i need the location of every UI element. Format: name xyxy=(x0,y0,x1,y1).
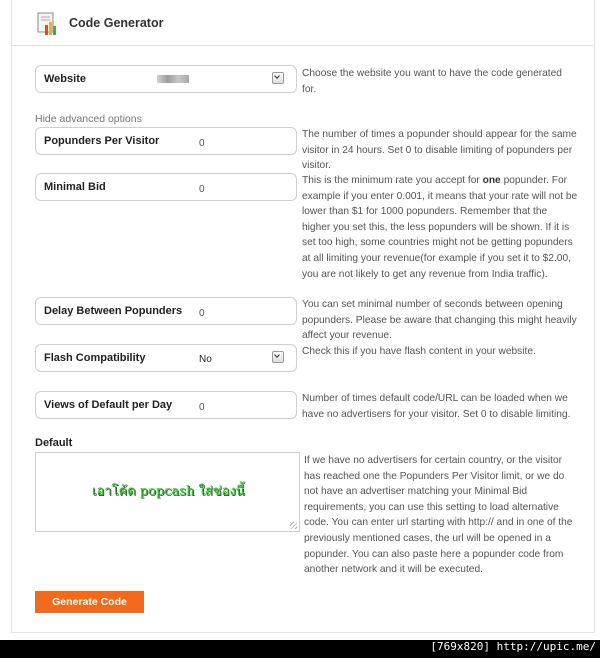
page-title: Code Generator xyxy=(69,16,164,30)
header-divider xyxy=(11,45,593,46)
delay-between-popunders-value: 0 xyxy=(199,308,205,319)
minimal-bid-label: Minimal Bid xyxy=(44,181,106,193)
views-of-default-per-day-label: Views of Default per Day xyxy=(44,399,173,411)
chevron-down-icon[interactable] xyxy=(272,351,284,363)
image-host-watermark: [769x820] http://upic.me/ xyxy=(430,640,596,653)
minimal-bid-field[interactable] xyxy=(35,173,297,201)
minimal-bid-value: 0 xyxy=(199,184,205,195)
delay-between-popunders-field[interactable] xyxy=(35,297,297,325)
website-label: Website xyxy=(44,73,86,85)
default-label: Default xyxy=(35,437,73,449)
flash-compatibility-value: No xyxy=(199,354,212,365)
flash-compatibility-select[interactable] xyxy=(35,344,297,372)
chevron-down-icon[interactable] xyxy=(272,72,284,84)
popunders-per-visitor-label: Popunders Per Visitor xyxy=(44,135,160,147)
popunders-per-visitor-help: The number of times a popunder should appear for the same visitor in 24 hours. Set 0 to disable limiting of popunders per visitor. xyxy=(302,129,577,172)
website-value-masked xyxy=(157,75,189,83)
popunders-per-visitor-field[interactable] xyxy=(35,127,297,155)
hide-advanced-options-link[interactable]: Hide advanced options xyxy=(35,113,142,125)
default-help: If we have no advertisers for certain country, or the visitor has reached one the Popunders Per Visitor limit, or we do not have an advertiser matching your Minimal Bid requirements, you can use this setting to load alternative code. You can enter url starting with http:// and in one of the previously mentioned cases, the url will be opened in a popunder. You can also paste here a popunder code from another network and it will be executed. xyxy=(304,455,573,576)
website-select[interactable] xyxy=(35,65,297,93)
generate-code-button[interactable]: Generate Code xyxy=(35,591,144,613)
delay-between-popunders-help: You can set minimal number of seconds between opening popunders. Please be aware that changing this might heavily affect your revenue. xyxy=(302,299,577,342)
flash-compatibility-label: Flash Compatibility xyxy=(44,352,146,364)
annotation-overlay-text: เอาโค้ด popcash ใส่ช่องนี้ xyxy=(92,484,245,499)
resize-grip-icon[interactable] xyxy=(290,522,297,529)
flash-compatibility-help: Check this if you have flash content in your website. xyxy=(302,346,536,357)
views-of-default-per-day-value: 0 xyxy=(199,402,205,413)
document-chart-icon xyxy=(37,12,59,36)
minimal-bid-help: This is the minimum rate you accept for one popunder. For example if you enter 0.001, it means that your rate will not be lower than $1 for 1000 popunders. Remember that the higher you set this, the less popunders will be shown. If it is set too high, some countries might not be getting popunders at all limiting your revenue(for example if you set it to $2.00, you are not likely to get any revenue from India traffic). xyxy=(302,175,578,280)
website-help: Choose the website you want to have the code generated for. xyxy=(302,68,562,95)
popunders-per-visitor-value: 0 xyxy=(199,138,205,149)
delay-between-popunders-label: Delay Between Popunders xyxy=(44,305,183,317)
views-of-default-per-day-field[interactable] xyxy=(35,391,297,419)
views-of-default-per-day-help: Number of times default code/URL can be loaded when we have no advertisers for your visitor. Set 0 to disable limiting. xyxy=(302,393,571,420)
